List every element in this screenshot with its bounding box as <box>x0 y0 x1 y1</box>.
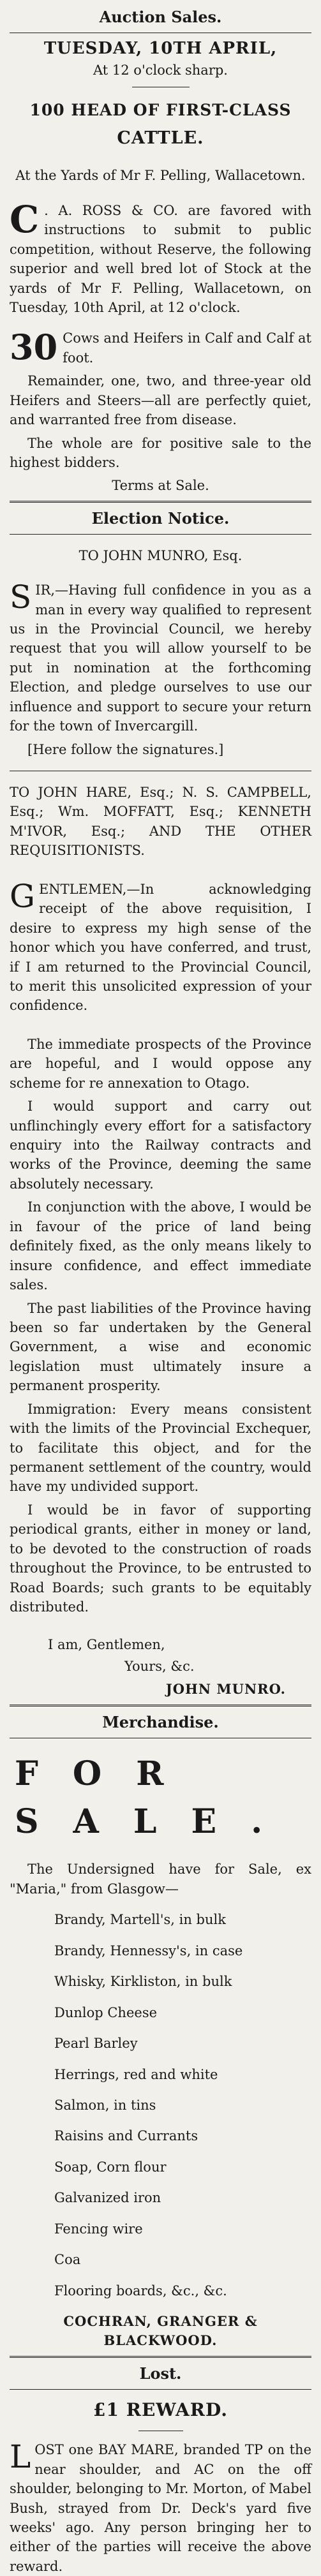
for-sale-banner: FOR SALE. <box>15 1754 297 1842</box>
election-signature: JOHN MUNRO. <box>165 1681 286 1698</box>
merchandise-item: Herrings, red and white <box>54 2066 218 2082</box>
merchandise-item: Dunlop Cheese <box>54 2004 158 2020</box>
merchandise-list <box>10 1910 311 2300</box>
auction-time: At 12 o'clock sharp. <box>93 63 228 78</box>
merchandise-intro: The Undersigned have for Sale, ex "Maria," from Glasgow— <box>10 1862 311 1897</box>
divider <box>10 534 311 535</box>
divider <box>10 2356 311 2358</box>
merchandise-item: Brandy, Hennessy's, in case <box>54 1943 243 1958</box>
section-heading-election: Election Notice. <box>91 508 230 528</box>
section-heading-auction: Auction Sales. <box>99 8 222 26</box>
auction-count-block <box>10 329 311 367</box>
election-addressees: TO JOHN HARE, Esq.; N. S. CAMPBELL, Esq.; Wm. MOFFATT, Esq.; KENNETH M'IVOR, Esq.; AND THE OTHER REQUISITIONISTS. <box>10 785 311 859</box>
auction-date: TUESDAY, 10TH APRIL, <box>43 38 278 58</box>
drop-cap: S <box>10 579 32 616</box>
divider <box>10 1705 311 1706</box>
merchandise-item: Flooring boards, &c., &c. <box>54 2283 227 2298</box>
auction-whole: The whole are for positive sale to the highest bidders. <box>10 435 311 470</box>
merchandise-item: Soap, Corn flour <box>54 2159 167 2175</box>
merchandise-item: Salmon, in tins <box>54 2097 156 2113</box>
newspaper-column <box>10 0 311 2576</box>
merchandise-item: Raisins and Currants <box>54 2128 198 2144</box>
election-signatures: [Here follow the signatures.] <box>27 741 224 757</box>
section-heading-merchandise: Merchandise. <box>102 1712 219 1731</box>
auction-count: 30 <box>10 327 58 368</box>
drop-cap: L <box>10 2438 31 2476</box>
auction-title: 100 HEAD OF FIRST-CLASS <box>29 100 292 119</box>
election-requisition: SIR,—Having full confidence in you as a man in every way qualified to represent us in the Provincial Council, we hereby request that you will allow yourself to be put in nomination at the forthcoming Election, and pledge ourselves to use our influence and support to secure your return for the town of Invercargill. <box>10 579 311 734</box>
auction-terms: Terms at Sale. <box>112 478 209 494</box>
election-closing-2: Yours, &c. <box>124 1658 195 1674</box>
auction-location: At the Yards of Mr F. Pelling, Wallacetown. <box>15 168 306 184</box>
merchandise-item: Coa <box>54 2252 81 2268</box>
election-paragraph: I would be in favor of supporting periodical grants, either in money or land, to be devoted to the construction of roads throughout the Province, to be entrusted to Road Boards; such grants to be equitably distributed. <box>10 1502 311 1615</box>
merchandise-item: Whisky, Kirkliston, in bulk <box>54 1974 232 1990</box>
auction-body: C . A. ROSS & CO. are favored with instructions to submit to public competition, without Reserve, the following superior and well bred lot of Stock at the yards of Mr F. Pelling, Wallacetown, on Tuesday, 10th April, at 12 o'clock. <box>10 197 311 315</box>
merchandise-item: Fencing wire <box>54 2221 143 2237</box>
election-paragraph: The past liabilities of the Province having been so far undertaken by the General Government, a wise and economic legislation must ultimately insure a permanent prosperity. <box>10 1300 311 1394</box>
divider <box>10 2389 311 2390</box>
merchandise-item: Galvanized iron <box>54 2190 161 2206</box>
election-to: TO JOHN MUNRO, Esq. <box>78 547 243 563</box>
auction-remainder: Remainder, one, two, and three-year old Heifers and Steers—all are perfectly quiet, and warranted free from disease. <box>10 373 311 428</box>
auction-title-2: CATTLE. <box>117 128 204 149</box>
section-heading-lost: Lost. <box>139 2364 182 2383</box>
divider <box>10 501 311 503</box>
lost-reward: £1 REWARD. <box>93 2399 228 2420</box>
auction-count-text: Cows and Heifers in Calf and Calf at foot. <box>63 330 311 366</box>
merchandise-signature: COCHRAN, GRANGER & BLACKWOOD. <box>63 2313 258 2349</box>
election-paragraph: Immigration: Every means consistent with the limits of the Provincial Exchequer, to facilitate this object, and for the permanent settlement of the country, would have my undivided support. <box>10 1401 311 1495</box>
election-closing: I am, Gentlemen, <box>48 1636 165 1652</box>
merchandise-item: Brandy, Martell's, in bulk <box>54 1912 226 1928</box>
election-reply: GENTLEMEN,—In acknowledging receipt of the above requisition, I desire to express my high sense of the honor which you have conferred, and trust, if I am returned to the Provincial Council, to merit this unsolicited expression of your confidence. <box>10 877 311 1014</box>
merchandise-item: Pearl Barley <box>54 2036 138 2052</box>
election-paragraph: In conjunction with the above, I would be in favour of the price of land being definitely fixed, as the only means likely to insure confidence, and effect immediate sales. <box>10 1199 311 1293</box>
lost-body: LOST one BAY MARE, branded TP on the near shoulder, and AC on the off shoulder, belonging to Mr. Morton, of Mabel Bush, strayed from Dr. Deck's yard five weeks' ago. Any person bringing her to either of the parties will receive the above reward. <box>10 2438 311 2574</box>
election-paragraph: I would support and carry out unflinchingly every effort for a satisfactory enquiry into the Railway contracts and works of the Province, deeming the same absolutely necessary. <box>10 1099 311 1192</box>
drop-cap: G <box>10 877 35 915</box>
election-paragraph: The immediate prospects of the Province are hopeful, and I would oppose any scheme for re annexation to Otago. <box>10 1036 311 1091</box>
drop-cap: C <box>10 197 40 241</box>
